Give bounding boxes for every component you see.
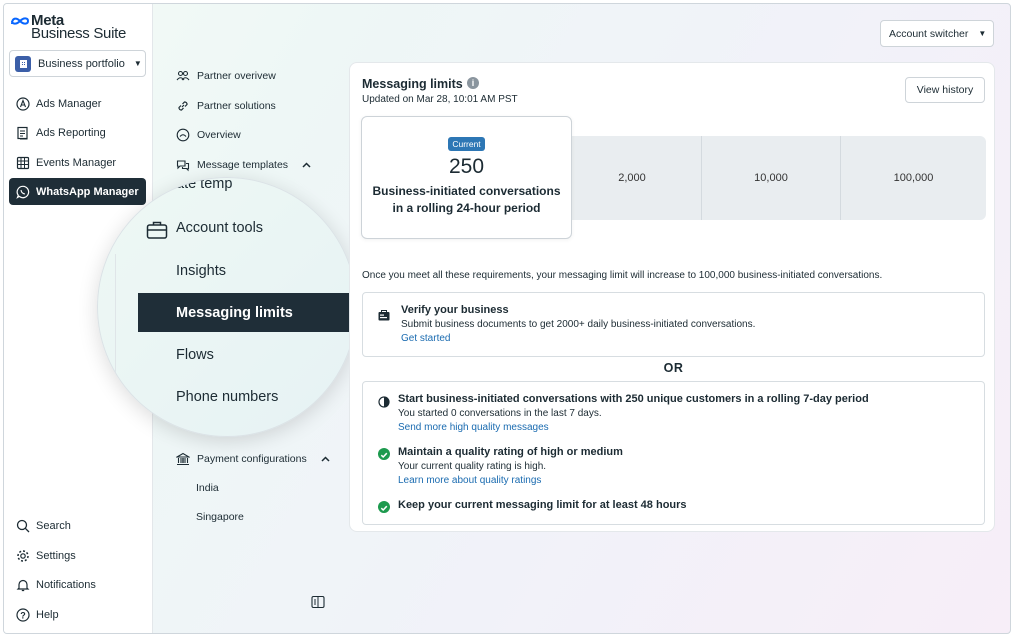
brand-line-2: Business Suite [31, 25, 127, 42]
people-icon [175, 68, 191, 84]
account-switcher-label: Account switcher [889, 27, 969, 40]
page-title: Messaging limits [362, 77, 463, 91]
req1-desc: You started 0 conversations in the last 7 days. [398, 408, 602, 419]
tier-2000: 2,000 [618, 172, 646, 184]
updated-timestamp: Updated on Mar 28, 10:01 AM PST [362, 94, 518, 105]
bell-icon [15, 577, 30, 592]
submenu-message-templates[interactable] [175, 156, 311, 174]
submenu-india[interactable]: India [196, 482, 219, 494]
chevron-up-icon[interactable] [302, 159, 311, 171]
verify-desc: Submit business documents to get 2000+ daily business-initiated conversations. [401, 319, 756, 330]
tier-bar [563, 136, 986, 220]
gauge-icon [175, 127, 191, 143]
req2-title: Maintain a quality rating of high or medium [398, 446, 623, 458]
half-circle-icon [378, 395, 390, 407]
magnifier-messaging-limits[interactable]: Messaging limits [138, 293, 357, 332]
current-limit-desc-line1: Business-initiated conversations [372, 184, 561, 198]
submenu-label: Message templates [197, 159, 289, 171]
app-window [3, 3, 1011, 634]
submenu-partner-solutions[interactable] [175, 97, 276, 115]
ads-reporting-icon [15, 125, 30, 140]
nav-label: Settings [36, 549, 76, 562]
nav-ads-reporting[interactable] [9, 119, 146, 146]
or-separator: OR [663, 361, 684, 375]
nav-label: Help [36, 608, 59, 621]
chat-bubbles-icon [175, 157, 191, 173]
caret-down-icon: ▼ [133, 59, 142, 68]
briefcase-icon [146, 220, 168, 245]
nav-whatsapp-manager[interactable] [9, 178, 146, 205]
requirements-box [362, 381, 985, 525]
events-manager-icon [15, 155, 30, 170]
send-more-messages-link[interactable]: Send more high quality messages [398, 422, 549, 433]
magnifier-divider [115, 254, 116, 404]
current-badge: Current [448, 137, 484, 151]
submenu-overview[interactable] [175, 126, 241, 144]
collapse-panel-icon[interactable] [311, 595, 325, 614]
current-limit-value: 250 [448, 155, 485, 178]
check-circle-icon [378, 501, 390, 513]
nav-notifications[interactable] [9, 571, 146, 598]
req3-title: Keep your current messaging limit for at least 48 hours [398, 499, 687, 511]
view-history-button[interactable]: View history [905, 77, 985, 103]
req1-title: Start business-initiated conversations with 250 unique customers in a rolling 7-day period [398, 393, 869, 405]
meta-logo-icon [10, 16, 30, 26]
nav-events-manager[interactable] [9, 149, 146, 176]
magnifier-flows[interactable]: Flows [176, 347, 214, 363]
current-limit-desc-line2: in a rolling 24-hour period [392, 201, 541, 215]
get-started-link[interactable]: Get started [401, 333, 451, 344]
caret-down-icon: ▼ [978, 29, 987, 38]
submenu-label: Partner solutions [197, 100, 276, 112]
magnifier-phone-numbers[interactable]: Phone numbers [176, 389, 279, 405]
verify-title: Verify your business [401, 304, 509, 316]
business-portfolio-label: Business portfolio [38, 57, 125, 70]
id-card-icon [378, 308, 390, 320]
check-circle-icon [378, 448, 390, 460]
submenu-partner-overview[interactable] [175, 67, 276, 85]
nav-label: Events Manager [36, 156, 117, 169]
search-icon [15, 518, 30, 533]
ads-manager-icon [15, 96, 30, 111]
tier-10000: 10,000 [754, 172, 788, 184]
info-icon[interactable]: i [467, 77, 479, 89]
magnifier-callout [97, 177, 357, 437]
svg-text:?: ? [19, 609, 26, 620]
quality-ratings-link[interactable]: Learn more about quality ratings [398, 475, 542, 486]
brand-line-1: Meta [31, 12, 64, 29]
submenu-label: Payment configurations [197, 453, 307, 465]
req2-desc: Your current quality rating is high. [398, 461, 547, 472]
magnifier-account-tools[interactable]: Account tools [176, 220, 264, 236]
nav-label: Notifications [36, 578, 96, 591]
nav-label: Ads Manager [36, 97, 102, 110]
gear-icon [15, 548, 30, 563]
nav-search[interactable] [9, 512, 146, 539]
tier-100000: 100,000 [893, 172, 934, 184]
nav-settings[interactable] [9, 542, 146, 569]
nav-label: Ads Reporting [36, 126, 106, 139]
requirements-intro: Once you meet all these requirements, your messaging limit will increase to 100,000 business-initiated conversations. [362, 270, 883, 281]
current-tier-box [361, 116, 572, 239]
nav-ads-manager[interactable] [9, 90, 146, 117]
whatsapp-icon [15, 184, 30, 199]
nav-help[interactable] [9, 601, 146, 628]
nav-label: Search [36, 519, 71, 532]
verify-business-box [362, 292, 985, 357]
submenu-label: Overview [197, 129, 241, 141]
nav-label: WhatsApp Manager [36, 185, 139, 198]
building-icon [15, 56, 31, 72]
magnifier-partial-text: ate temp [176, 177, 233, 192]
submenu-payment-configurations[interactable] [175, 450, 330, 468]
help-icon [15, 607, 30, 622]
submenu-label: Partner overivew [197, 70, 276, 82]
link-icon [175, 98, 191, 114]
account-switcher[interactable] [880, 20, 994, 47]
business-portfolio-selector[interactable] [9, 50, 146, 77]
messaging-limits-card [349, 62, 995, 532]
chevron-up-icon[interactable] [321, 453, 330, 465]
bank-icon [175, 451, 191, 467]
submenu-singapore[interactable]: Singapore [196, 511, 244, 523]
magnifier-insights[interactable]: Insights [176, 263, 226, 279]
